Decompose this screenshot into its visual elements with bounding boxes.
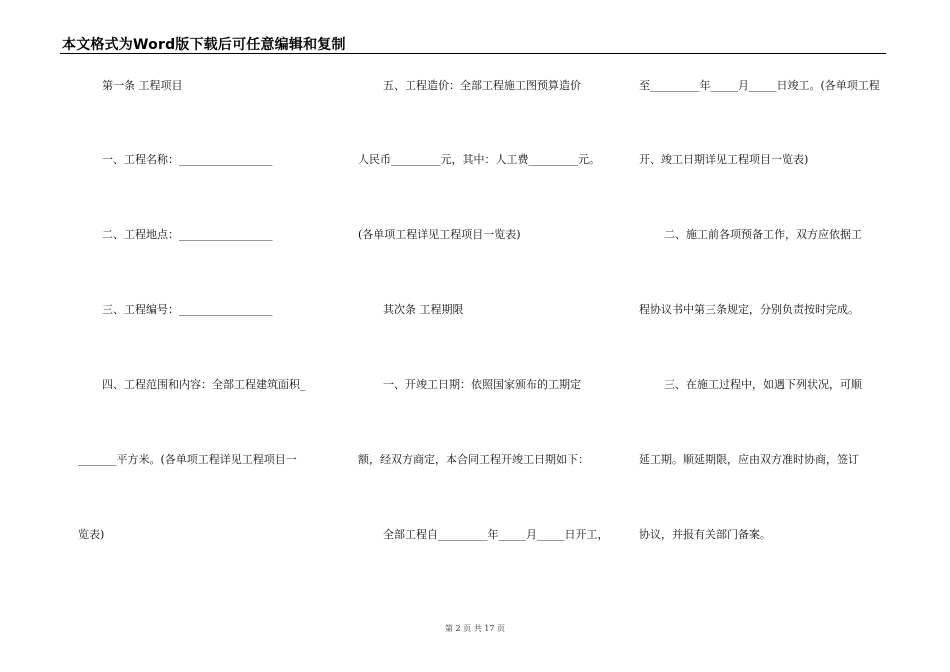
col3-line-3: 二、施工前各项预备工作，双方应依据工	[664, 228, 862, 241]
col1-line-6: _______平方米。(各单项工程详见工程项目一	[78, 453, 297, 466]
header-divider	[60, 53, 886, 54]
col3-line-6: 延工期。顺延期限，应由双方准时协商，签订	[639, 453, 859, 466]
col3-line-7: 协议，并报有关部门备案。	[639, 528, 771, 541]
col3-line-5: 三、在施工过程中，如遇下列状况，可顺	[664, 378, 862, 391]
col1-line-4: 三、工程编号：_________________	[102, 303, 273, 316]
col1-line-7: 览表)	[78, 528, 105, 541]
page-header-title: 本文格式为Word版下载后可任意编辑和复制	[62, 37, 346, 53]
col2-line-3: (各单项工程详见工程项目一览表)	[358, 228, 521, 241]
col2-line-1: 五、工程造价：全部工程施工图预算造价	[383, 79, 581, 92]
col2-line-5: 一、开竣工日期：依照国家颁布的工期定	[383, 378, 581, 391]
col2-line-2: 人民币_________元，其中：人工费_________元。	[358, 153, 600, 166]
col2-line-6: 额，经双方商定，本合同工程开竣工日期如下：	[358, 453, 589, 466]
col2-line-4: 其次条 工程期限	[383, 303, 464, 316]
col3-line-2: 开、竣工日期详见工程项目一览表)	[639, 153, 809, 166]
col1-line-2: 一、工程名称：_________________	[102, 153, 273, 166]
page-number-footer: 第 2 页 共 17 页	[445, 624, 505, 633]
col3-line-4: 程协议书中第三条规定，分别负责按时完成。	[639, 303, 859, 316]
col1-line-3: 二、工程地点：_________________	[102, 228, 273, 241]
col2-line-7: 全部工程自_________年_____月_____日开工，	[383, 528, 609, 541]
col1-line-5: 四、工程范围和内容：全部工程建筑面积_	[102, 378, 306, 391]
col1-line-1: 第一条 工程项目	[102, 79, 183, 92]
col3-line-1: 至_________年_____月_____日竣工。(各单项工程	[639, 79, 880, 92]
